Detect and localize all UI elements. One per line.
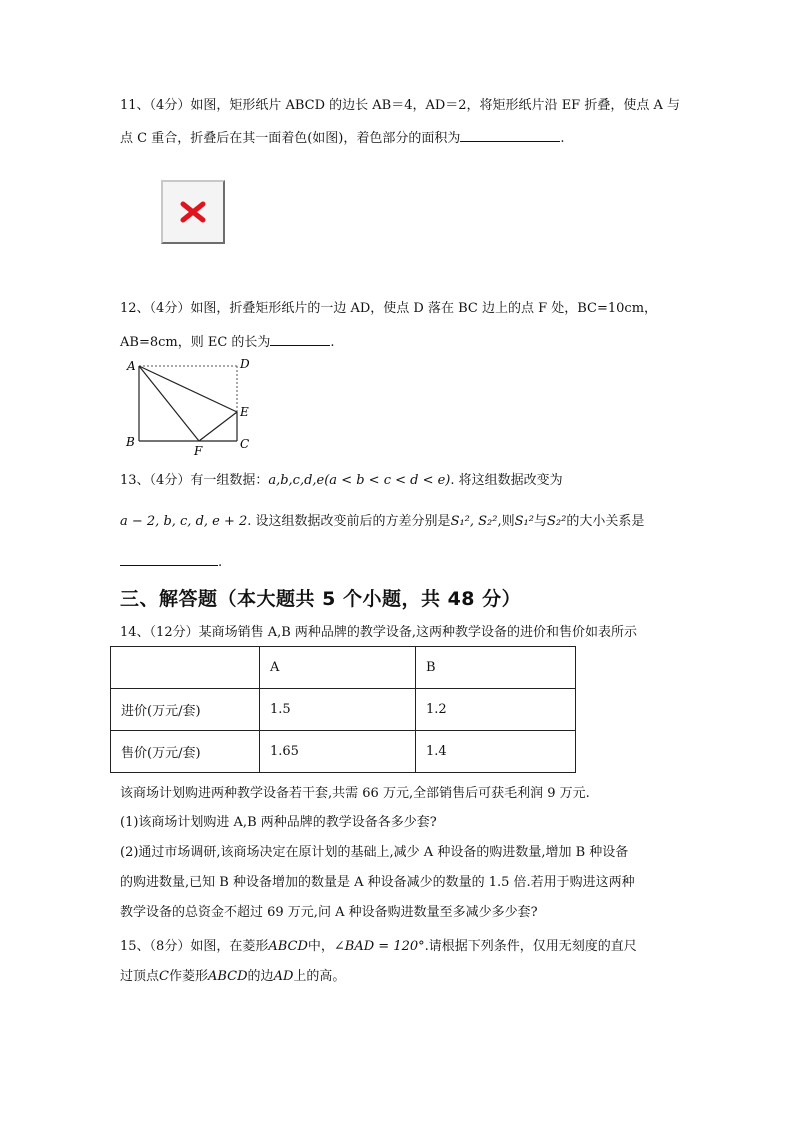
q13-variances: S₁², S₂² <box>450 514 498 529</box>
table-row <box>111 689 576 731</box>
q13-line3-end: . <box>218 555 223 570</box>
q12-line2 <box>120 331 335 352</box>
q13-data-vars: a,b,c,d,e <box>268 473 325 488</box>
table-header-cell: A <box>260 647 416 689</box>
line-af <box>139 366 199 441</box>
label-d: D <box>240 357 250 371</box>
label-c: C <box>240 437 250 451</box>
q15-line2-shape: ABCD <box>207 969 248 984</box>
q12-answer-blank <box>270 331 330 346</box>
label-f: F <box>194 444 203 458</box>
q15-prefix: 15、（8分）如图，在菱形 <box>120 939 269 954</box>
table-header-cell: B <box>416 647 576 689</box>
label-a: A <box>127 359 136 373</box>
q14-paragraph-4: 的购进数量,已知 B 种设备增加的数量是 A 种设备减少的数量的 1.5 倍.若用于购进这两种 <box>120 875 635 890</box>
q13-line3 <box>120 551 222 572</box>
q15-point: C <box>159 969 169 984</box>
q11-answer-blank <box>460 127 560 142</box>
q13-s2: S₂² <box>546 514 567 529</box>
q12-line2-end: . <box>330 335 335 350</box>
q13-condition: (a < b < c < d < e) <box>324 473 451 488</box>
q11-line2 <box>120 127 565 148</box>
q13-line2-text: . 设这组数据改变前后的方差分别是 <box>247 514 451 529</box>
table-cell: 1.65 <box>260 731 416 773</box>
q13-line1 <box>120 472 563 490</box>
q14-paragraph-1: 该商场计划购进两种教学设备若干套,共需 66 万元,全部销售后可获毛利润 9 万元. <box>120 786 590 801</box>
table-cell: 进价(万元/套) <box>111 689 260 731</box>
q12-fold-figure <box>120 356 260 458</box>
table-cell: 1.5 <box>260 689 416 731</box>
q15-line2-suffix: 上的高。 <box>293 969 346 984</box>
q13-and: 与 <box>533 514 547 529</box>
section-three-title: 三、解答题（本大题共 5 个小题，共 48 分） <box>120 588 522 610</box>
q12-line2-text: AB=8cm，则 EC 的长为 <box>120 335 271 350</box>
fold-line-ae <box>139 366 237 412</box>
label-b: B <box>126 435 135 449</box>
q14-paragraph-3: (2)通过市场调研,该商场决定在原计划的基础上,减少 A 种设备的购进数量,增加 B 种设备 <box>120 845 629 860</box>
q13-s1: S₁² <box>514 514 534 529</box>
q14-paragraph-5: 教学设备的总资金不超过 69 万元,问 A 种设备购进数量至多减少多少套? <box>120 905 538 920</box>
table-cell: 售价(万元/套) <box>111 731 260 773</box>
q13-prefix: 13、（4分）有一组数据： <box>120 473 269 488</box>
q15-angle: ∠BAD = 120° <box>333 939 425 954</box>
q11-line2-text: 点 C 重合，折叠后在其一面着色(如图)，着色部分的面积为 <box>120 131 461 146</box>
q14-intro: 14、（12分）某商场销售 A,B 两种品牌的教学设备,这两种教学设备的进价和售价如表所示 <box>120 625 638 640</box>
table-header-row <box>111 647 576 689</box>
q14-price-table <box>110 646 576 773</box>
label-e: E <box>240 405 249 419</box>
q12-line1: 12、（4分）如图，折叠矩形纸片的一边 AD，使点 D 落在 BC 边上的点 F 处，BC=10cm， <box>120 301 658 316</box>
broken-image-icon <box>161 180 225 244</box>
q11-line2-end: . <box>560 131 565 146</box>
line-fe <box>199 412 237 441</box>
q13-line2-end: 的大小关系是 <box>566 514 645 529</box>
q15-line2-mid: 作菱形 <box>168 969 208 984</box>
table-cell: 1.2 <box>416 689 576 731</box>
q15-line1 <box>120 938 637 956</box>
q15-line1-suffix: .请根据下列条件，仅用无刻度的直尺 <box>424 939 637 954</box>
q11-line1: 11、（4分）如图，矩形纸片 ABCD 的边长 AB＝4，AD＝2，将矩形纸片沿 EF 折叠，使点 A 与 <box>120 98 680 113</box>
q15-edge: AD <box>273 969 294 984</box>
q13-answer-blank <box>120 551 218 566</box>
q15-mid: 中， <box>307 939 334 954</box>
q13-changed-data: a − 2, b, c, d, e + 2 <box>120 514 248 529</box>
table-row <box>111 731 576 773</box>
q15-line2-prefix: 过顶点 <box>120 969 160 984</box>
table-header-cell <box>111 647 260 689</box>
q14-paragraph-2: (1)该商场计划购进 A,B 两种品牌的教学设备各多少套? <box>120 815 437 830</box>
q13-then: ,则 <box>497 514 515 529</box>
q15-shape: ABCD <box>268 939 308 954</box>
q15-line2 <box>120 968 345 986</box>
table-cell: 1.4 <box>416 731 576 773</box>
q13-line2 <box>120 513 644 531</box>
red-x-icon <box>171 190 215 234</box>
q15-line2-mid2: 的边 <box>247 969 274 984</box>
q13-line1-suffix: . 将这组数据改变为 <box>450 473 563 488</box>
